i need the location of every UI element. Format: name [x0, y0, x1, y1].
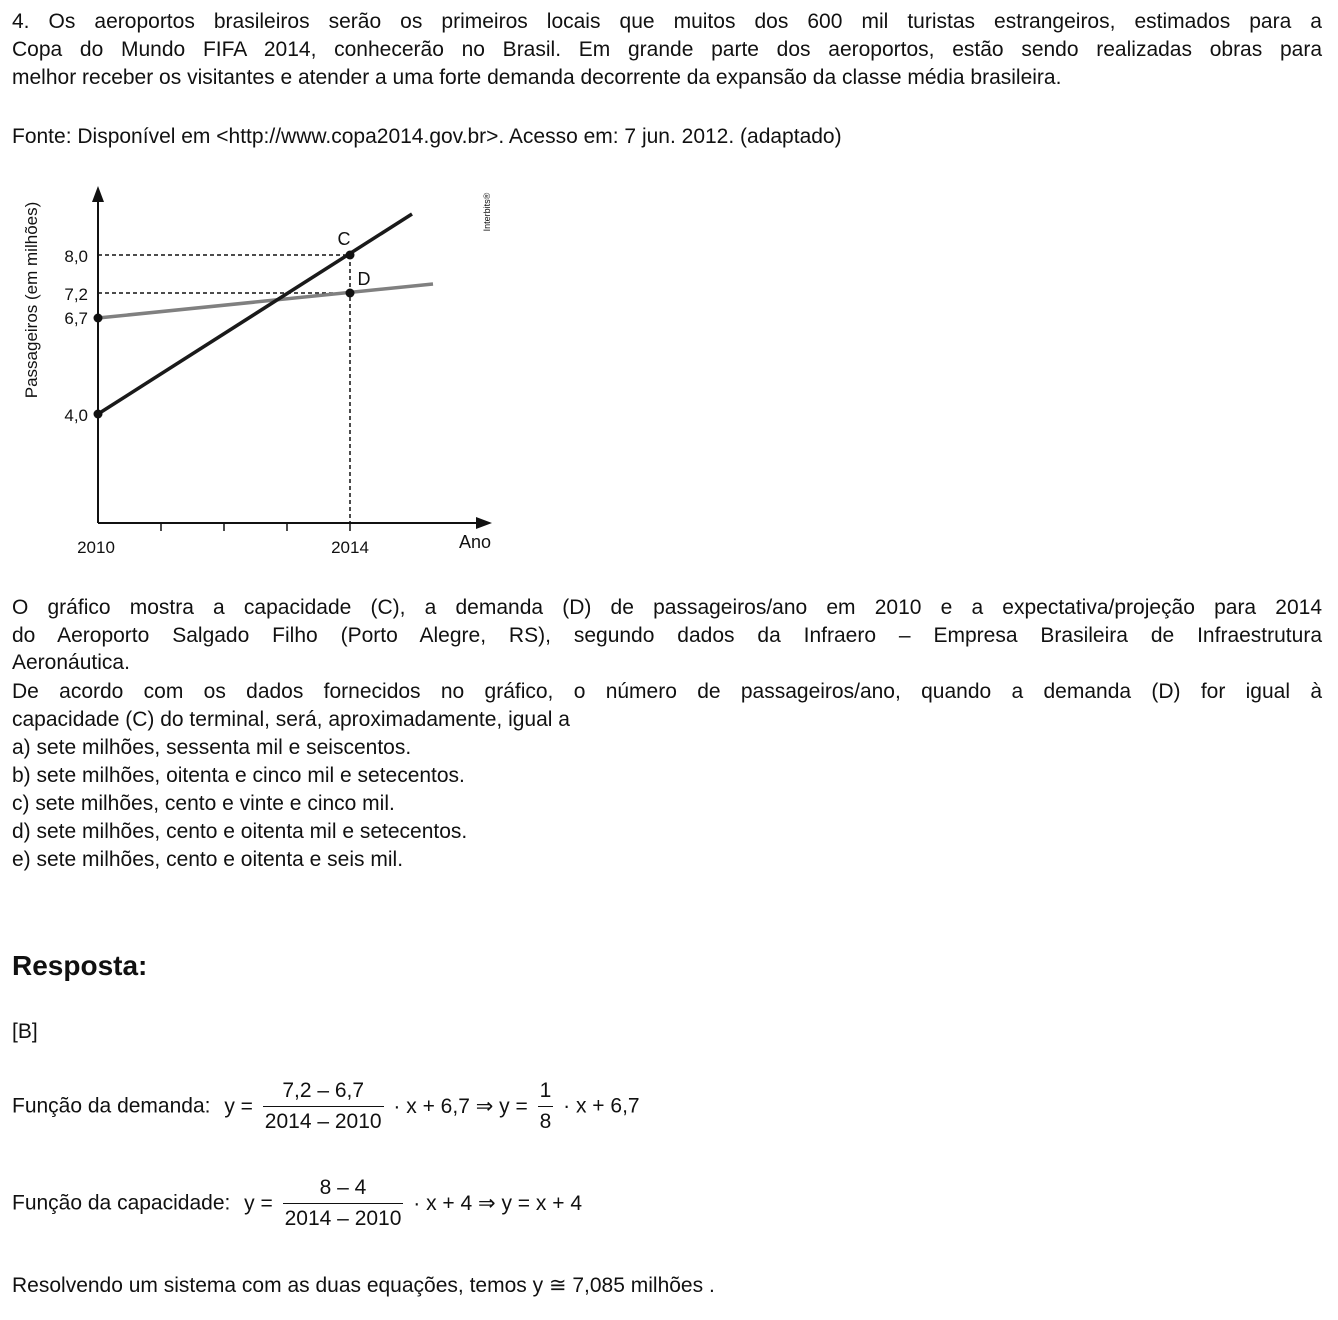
point-d-2010: [94, 314, 103, 323]
series-line-d: [98, 284, 433, 318]
capacity-fraction: [283, 1175, 404, 1232]
y-tick-label: 6,7: [64, 309, 88, 328]
demand-lhs: y =: [224, 1094, 253, 1118]
capacity-lhs: y =: [244, 1191, 273, 1215]
capacity-label: Função da capacidade:: [12, 1191, 231, 1215]
x-axis-arrow: [476, 517, 492, 529]
x-axis-label: Ano: [458, 532, 492, 552]
demand-numerator-simplified: 1: [538, 1078, 554, 1107]
capacity-equation: [12, 1175, 582, 1232]
body-line-2: do Aeroporto Salgado Filho (Porto Alegre, RS), segundo dados da Infraero – Empresa Brasileira de Infraestrutura: [12, 624, 1322, 647]
demand-numerator: 7,2 – 6,7: [263, 1078, 384, 1107]
y-axis-arrow: [92, 186, 104, 202]
option-d: d) sete milhões, cento e oitenta mil e setecentos.: [12, 820, 468, 843]
demand-denominator-simplified: 8: [539, 1110, 552, 1133]
answer-heading: Resposta:: [12, 950, 148, 981]
point-d-2014: [346, 289, 355, 298]
series-label-d: D: [357, 269, 371, 289]
demand-fraction: [263, 1078, 384, 1135]
demand-tail: · x + 6,7: [563, 1094, 640, 1118]
answer-conclusion: Resolvendo um sistema com as duas equações, temos y ≅ 7,085 milhões .: [12, 1274, 715, 1297]
point-c-2010: [94, 410, 103, 419]
demand-mid: · x + 6,7 ⇒ y =: [393, 1095, 528, 1118]
body-line-4: De acordo com os dados fornecidos no gráfico, o número de passageiros/ano, quando a demanda (D) for igual à: [12, 680, 1322, 703]
capacity-denominator: 2014 – 2010: [284, 1207, 402, 1230]
point-c-2014: [346, 251, 355, 260]
passenger-chart: [12, 180, 512, 565]
publisher-watermark: Interbits®: [482, 192, 492, 232]
option-e: e) sete milhões, cento e oitenta e seis mil.: [12, 848, 404, 871]
x-tick-label: 2014: [331, 538, 369, 557]
demand-denominator: 2014 – 2010: [264, 1110, 382, 1133]
body-line-5: capacidade (C) do terminal, será, aproximadamente, igual a: [12, 708, 570, 731]
capacity-numerator: 8 – 4: [283, 1175, 404, 1204]
question-line-2: Copa do Mundo FIFA 2014, conhecerão no Brasil. Em grande parte dos aeroportos, estão sendo realizadas obras para: [12, 38, 1322, 61]
body-line-3: Aeronáutica.: [12, 651, 130, 674]
option-a: a) sete milhões, sessenta mil e seiscentos.: [12, 736, 412, 759]
option-b: b) sete milhões, oitenta e cinco mil e setecentos.: [12, 764, 465, 787]
x-tick-label: 2010: [77, 538, 115, 557]
series-label-c: C: [337, 229, 351, 249]
body-line-1: O gráfico mostra a capacidade (C), a demanda (D) de passageiros/ano em 2010 e a expectativa/projeção para 2014: [12, 596, 1322, 619]
demand-label: Função da demanda:: [12, 1094, 211, 1118]
demand-equation: [12, 1078, 640, 1135]
capacity-tail: · x + 4 ⇒ y = x + 4: [413, 1192, 583, 1215]
source-citation: Fonte: Disponível em <http://www.copa2014.gov.br>. Acesso em: 7 jun. 2012. (adaptado): [12, 125, 842, 148]
option-c: c) sete milhões, cento e vinte e cinco mil.: [12, 792, 395, 815]
y-tick-label: 7,2: [64, 285, 88, 304]
y-axis-label: Passageiros (em milhões): [22, 201, 41, 399]
y-tick-label: 8,0: [64, 247, 88, 266]
y-tick-label: 4,0: [64, 406, 88, 425]
demand-fraction-simplified: [538, 1078, 554, 1135]
question-line-3: melhor receber os visitantes e atender a uma forte demanda decorrente da expansão da classe média brasileira.: [12, 66, 1062, 89]
question-line-1: 4. Os aeroportos brasileiros serão os primeiros locais que muitos dos 600 mil turistas estrangeiros, estimados para a: [12, 10, 1322, 33]
answer-choice: [B]: [12, 1020, 38, 1043]
